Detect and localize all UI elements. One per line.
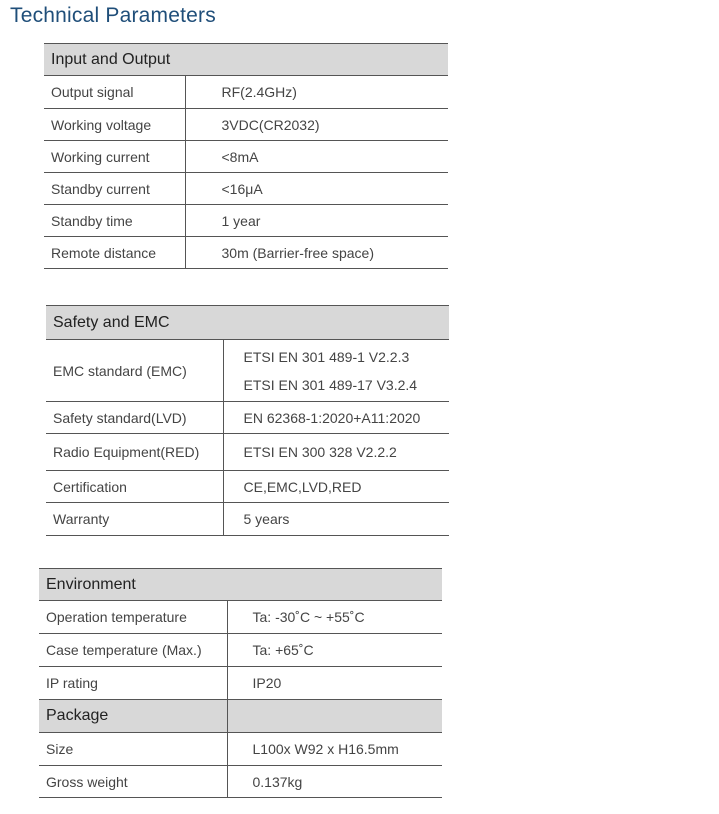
table-row bbox=[46, 340, 449, 402]
section-header: Input and Output bbox=[44, 44, 448, 76]
table-row bbox=[39, 667, 442, 700]
table-row bbox=[46, 471, 449, 503]
table-row bbox=[44, 141, 448, 173]
table-row bbox=[44, 173, 448, 205]
table-row bbox=[44, 205, 448, 237]
row-value: EN 62368-1:2020+A11:2020 bbox=[223, 402, 449, 434]
table-row bbox=[44, 109, 448, 141]
row-value: 1 year bbox=[185, 205, 448, 237]
row-label: Remote distance bbox=[44, 237, 185, 269]
row-label: Case temperature (Max.) bbox=[39, 634, 227, 667]
table-row bbox=[39, 766, 442, 798]
section-header-row bbox=[39, 700, 442, 733]
emc-value-line: ETSI EN 301 489-1 V2.2.3 bbox=[243, 348, 410, 365]
row-value: Ta: +65˚C bbox=[227, 634, 442, 667]
table-row bbox=[46, 503, 449, 536]
row-value: L100x W92 x H16.5mm bbox=[227, 733, 442, 766]
table-row bbox=[44, 237, 448, 269]
row-label: Warranty bbox=[46, 503, 223, 536]
table-row bbox=[39, 634, 442, 667]
environment-package-table bbox=[39, 568, 442, 798]
row-label: Gross weight bbox=[39, 766, 227, 798]
section-header: Safety and EMC bbox=[46, 306, 449, 340]
row-label: Operation temperature bbox=[39, 601, 227, 634]
row-label: Output signal bbox=[44, 76, 185, 109]
section-header-row bbox=[46, 306, 449, 340]
emc-value-line: ETSI EN 301 489-17 V3.2.4 bbox=[243, 376, 418, 393]
table-row bbox=[46, 434, 449, 471]
row-label: Safety standard(LVD) bbox=[46, 402, 223, 434]
row-label: Working current bbox=[44, 141, 185, 173]
row-label: Size bbox=[39, 733, 227, 766]
row-label: EMC standard (EMC) bbox=[46, 340, 223, 402]
row-value: 3VDC(CR2032) bbox=[185, 109, 448, 141]
row-label: IP rating bbox=[39, 667, 227, 700]
row-value: 30m (Barrier-free space) bbox=[185, 237, 448, 269]
row-value: RF(2.4GHz) bbox=[185, 76, 448, 109]
row-label: Standby current bbox=[44, 173, 185, 205]
row-value: <8mA bbox=[185, 141, 448, 173]
row-value: CE,EMC,LVD,RED bbox=[223, 471, 449, 503]
section-header: Environment bbox=[39, 569, 442, 601]
row-value: Ta: -30˚C ~ +55˚C bbox=[227, 601, 442, 634]
input-output-table bbox=[44, 43, 448, 269]
row-label: Certification bbox=[46, 471, 223, 503]
row-value: IP20 bbox=[227, 667, 442, 700]
row-value: ETSI EN 300 328 V2.2.2 bbox=[223, 434, 449, 471]
section-header: Package bbox=[39, 700, 227, 733]
table-row bbox=[44, 76, 448, 109]
section-header-row bbox=[39, 569, 442, 601]
row-label: Radio Equipment(RED) bbox=[46, 434, 223, 471]
safety-emc-table bbox=[46, 305, 449, 536]
section-header-row bbox=[44, 44, 448, 76]
table-row bbox=[39, 733, 442, 766]
table-row bbox=[39, 601, 442, 634]
row-label: Standby time bbox=[44, 205, 185, 237]
row-value: 0.137kg bbox=[227, 766, 442, 798]
emc-values-cell bbox=[223, 340, 449, 402]
row-value: <16μA bbox=[185, 173, 448, 205]
section-header-empty bbox=[227, 700, 442, 733]
page-title: Technical Parameters bbox=[10, 4, 216, 27]
table-row bbox=[46, 402, 449, 434]
row-value: 5 years bbox=[223, 503, 449, 536]
row-label: Working voltage bbox=[44, 109, 185, 141]
